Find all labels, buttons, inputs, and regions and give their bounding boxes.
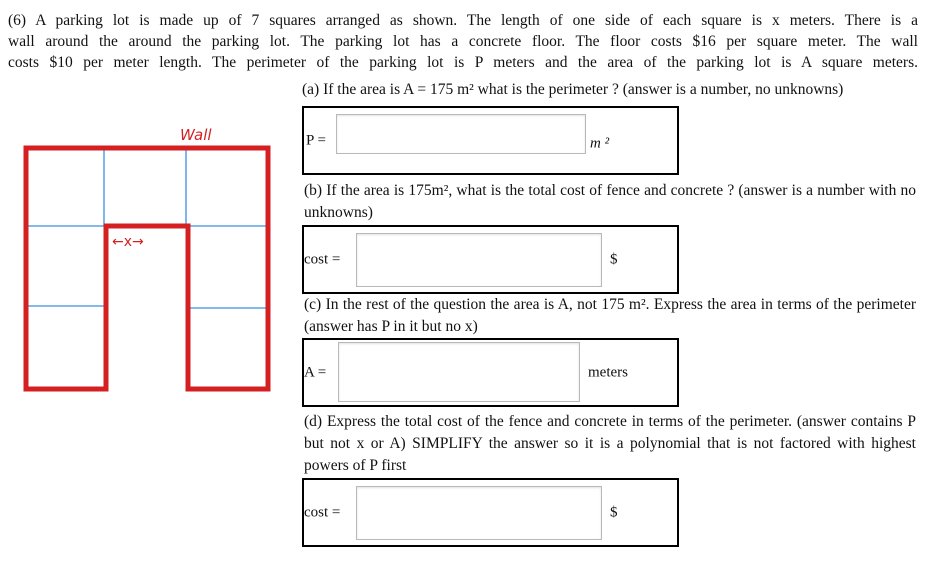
perimeter-input[interactable]: [336, 114, 586, 154]
area-input[interactable]: [338, 342, 580, 402]
answer-d-unit: $: [610, 504, 618, 520]
intro-line-2: wall around the around the parking lot. The parking lot has a concrete floor. The floor costs $16 per square meter. The wall: [8, 33, 918, 50]
answer-box-a: [302, 106, 679, 175]
cost-input-b[interactable]: [356, 233, 602, 287]
answer-b-label: cost =: [304, 251, 341, 267]
parking-lot-diagram: [0, 110, 290, 410]
answer-c-label: A =: [304, 364, 327, 380]
question-b: (b) If the area is 175m², what is the total cost of fence and concrete ? (answer is a number with no unknowns): [304, 182, 916, 221]
question-d: (d) Express the total cost of the fence and concrete in terms of the perimeter. (answer contains P but not x or A) SIMPLIFY the answer so it is a polynomial that is not factored with highest powers of P first: [304, 413, 916, 474]
answer-box-b: [302, 225, 679, 294]
cost-input-d[interactable]: [356, 486, 602, 540]
problem-intro: [8, 10, 918, 73]
x-length-label: ←x→: [112, 234, 144, 250]
answer-b-unit: $: [610, 251, 618, 267]
question-c: (c) In the rest of the question the area is A, not 175 m². Express the area in terms of the perimeter (answer has P in it but no x): [304, 296, 916, 335]
intro-line-3: costs $10 per meter length. The perimeter of the parking lot is P meters and the area of the parking lot is A square meters.: [8, 54, 918, 71]
intro-line-1: (6) A parking lot is made up of 7 squares arranged as shown. The length of one side of each square is x meters. There is a: [8, 12, 918, 29]
answer-d-label: cost =: [304, 504, 341, 520]
answer-a-unit: m ²: [590, 135, 610, 152]
answer-box-c: [302, 338, 679, 407]
wall-outline: [26, 148, 268, 389]
answer-box-d: [302, 478, 679, 547]
wall-label: Wall: [180, 126, 212, 144]
answer-c-unit: meters: [588, 364, 628, 380]
question-a: (a) If the area is A = 175 m² what is the perimeter ? (answer is a number, no unknowns): [302, 81, 844, 98]
answer-a-label: P =: [306, 132, 326, 148]
